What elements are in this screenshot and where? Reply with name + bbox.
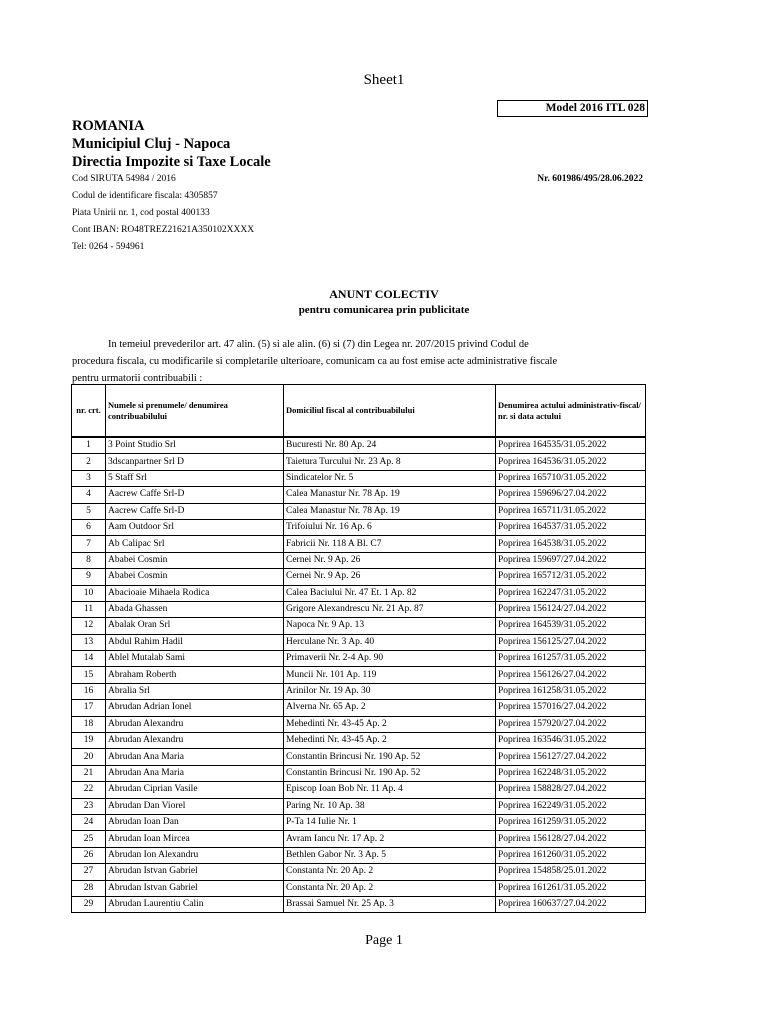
header-domicile: Domiciliul fiscal al contribuabilului (284, 385, 496, 438)
cell-domicile: Cernei Nr. 9 Ap. 26 (284, 552, 496, 568)
cell-domicile: Cernei Nr. 9 Ap. 26 (284, 569, 496, 585)
cell-name: Abrudan Ion Alexandru (106, 847, 284, 863)
cell-domicile: Avram Iancu Nr. 17 Ap. 2 (284, 831, 496, 847)
cell-name: Abrudan Ioan Mircea (106, 831, 284, 847)
cell-nr: 13 (72, 634, 106, 650)
cell-nr: 9 (72, 569, 106, 585)
cell-domicile: Trifoiului Nr. 16 Ap. 6 (284, 519, 496, 535)
cell-nr: 6 (72, 519, 106, 535)
cell-name: 3dscanpartner Srl D (106, 454, 284, 470)
cell-nr: 24 (72, 814, 106, 830)
cell-domicile: Paring Nr. 10 Ap. 38 (284, 798, 496, 814)
cell-name: Abdul Rahim Hadil (106, 634, 284, 650)
cell-nr: 3 (72, 470, 106, 486)
cell-nr: 21 (72, 765, 106, 781)
cell-nr: 20 (72, 749, 106, 765)
cell-nr: 14 (72, 651, 106, 667)
table-row (72, 716, 646, 732)
cell-nr: 22 (72, 782, 106, 798)
cell-name: Aacrew Caffe Srl-D (106, 487, 284, 503)
cell-name: Aam Outdoor Srl (106, 519, 284, 535)
table-row (72, 814, 646, 830)
phone-number: Tel: 0264 - 594961 (72, 242, 145, 252)
cell-act: Poprirea 164536/31.05.2022 (496, 454, 646, 470)
table-row (72, 536, 646, 552)
cell-act: Poprirea 164537/31.05.2022 (496, 519, 646, 535)
cell-domicile: Constanta Nr. 20 Ap. 2 (284, 864, 496, 880)
cell-act: Poprirea 165711/31.05.2022 (496, 503, 646, 519)
cell-act: Poprirea 165712/31.05.2022 (496, 569, 646, 585)
cell-name: Abrudan Alexandru (106, 733, 284, 749)
cell-act: Poprirea 161257/31.05.2022 (496, 651, 646, 667)
cell-domicile: Primaverii Nr. 2-4 Ap. 90 (284, 651, 496, 667)
cell-domicile: Episcop Ioan Bob Nr. 11 Ap. 4 (284, 782, 496, 798)
cell-nr: 17 (72, 700, 106, 716)
cell-domicile: Bethlen Gabor Nr. 3 Ap. 5 (284, 847, 496, 863)
cell-name: Abrudan Adrian Ionel (106, 700, 284, 716)
table-row (72, 437, 646, 454)
cell-name: Abalak Oran Srl (106, 618, 284, 634)
cell-act: Poprirea 162249/31.05.2022 (496, 798, 646, 814)
cell-name: 3 Point Studio Srl (106, 437, 284, 454)
header-name: Numele si prenumele/ denumirea contribuabilului (106, 385, 284, 438)
cell-domicile: Constantin Brincusi Nr. 190 Ap. 52 (284, 749, 496, 765)
cell-act: Poprirea 164538/31.05.2022 (496, 536, 646, 552)
cell-domicile: Mehedinti Nr. 43-45 Ap. 2 (284, 733, 496, 749)
cell-nr: 7 (72, 536, 106, 552)
cell-act: Poprirea 163546/31.05.2022 (496, 733, 646, 749)
table-row (72, 667, 646, 683)
table-row (72, 618, 646, 634)
cell-nr: 27 (72, 864, 106, 880)
cell-name: Abrudan Ana Maria (106, 749, 284, 765)
cell-act: Poprirea 161259/31.05.2022 (496, 814, 646, 830)
cell-domicile: Taietura Turcului Nr. 23 Ap. 8 (284, 454, 496, 470)
cell-nr: 11 (72, 601, 106, 617)
cell-act: Poprirea 156125/27.04.2022 (496, 634, 646, 650)
cell-nr: 12 (72, 618, 106, 634)
table-row (72, 470, 646, 486)
cell-act: Poprirea 157016/27.04.2022 (496, 700, 646, 716)
cell-nr: 29 (72, 896, 106, 912)
cell-name: 5 Staff Srl (106, 470, 284, 486)
cell-name: Abralia Srl (106, 683, 284, 699)
table-row (72, 733, 646, 749)
cell-nr: 26 (72, 847, 106, 863)
cell-name: Abrudan Ioan Dan (106, 814, 284, 830)
cell-act: Poprirea 164535/31.05.2022 (496, 437, 646, 454)
postal-address: Piata Unirii nr. 1, cod postal 400133 (72, 208, 210, 218)
cell-act: Poprirea 154858/25.01.2022 (496, 864, 646, 880)
table-row (72, 896, 646, 912)
cell-domicile: Constantin Brincusi Nr. 190 Ap. 52 (284, 765, 496, 781)
cell-domicile: Arinilor Nr. 19 Ap. 30 (284, 683, 496, 699)
cell-nr: 15 (72, 667, 106, 683)
cell-name: Abacioaie Mihaela Rodica (106, 585, 284, 601)
siruta-code: Cod SIRUTA 54984 / 2016 (72, 174, 176, 184)
cell-domicile: Calea Baciului Nr. 47 Et. 1 Ap. 82 (284, 585, 496, 601)
cell-act: Poprirea 156126/27.04.2022 (496, 667, 646, 683)
cell-name: Ablel Mutalab Sami (106, 651, 284, 667)
table-row (72, 749, 646, 765)
cell-domicile: Calea Manastur Nr. 78 Ap. 19 (284, 503, 496, 519)
table-row (72, 683, 646, 699)
table-row (72, 651, 646, 667)
table-row (72, 487, 646, 503)
cell-nr: 2 (72, 454, 106, 470)
cell-nr: 5 (72, 503, 106, 519)
cell-nr: 19 (72, 733, 106, 749)
institution-directorate: Directia Impozite si Taxe Locale (72, 154, 271, 170)
table-row (72, 831, 646, 847)
table-header-row (72, 385, 646, 438)
sheet-title: Sheet1 (363, 72, 405, 88)
cell-name: Abrudan Istvan Gabriel (106, 864, 284, 880)
cell-act: Poprirea 157920/27.04.2022 (496, 716, 646, 732)
cell-domicile: Sindicatelor Nr. 5 (284, 470, 496, 486)
table-row (72, 765, 646, 781)
cell-name: Abrudan Dan Viorel (106, 798, 284, 814)
cell-domicile: Muncii Nr. 101 Ap. 119 (284, 667, 496, 683)
cell-act: Poprirea 165710/31.05.2022 (496, 470, 646, 486)
taxpayers-table (71, 384, 646, 913)
intro-paragraph: In temeiul prevederilor art. 47 alin. (5) si ale alin. (6) si (7) din Legea nr. 207/2015 privind Codul de procedura fiscala, cu modificarile si completarile ulterioare, comunicam ca au fost emise acte administrative fiscale pentru urmatorii contribuabili : (72, 339, 558, 384)
cell-act: Poprirea 161260/31.05.2022 (496, 847, 646, 863)
cell-act: Poprirea 161261/31.05.2022 (496, 880, 646, 896)
institution-municipality: Municipiul Cluj - Napoca (72, 136, 231, 152)
cell-name: Abrudan Alexandru (106, 716, 284, 732)
cell-name: Ab Calipac Srl (106, 536, 284, 552)
cell-act: Poprirea 162248/31.05.2022 (496, 765, 646, 781)
cell-domicile: Calea Manastur Nr. 78 Ap. 19 (284, 487, 496, 503)
cell-name: Ababei Cosmin (106, 552, 284, 568)
cell-nr: 23 (72, 798, 106, 814)
cell-act: Poprirea 156124/27.04.2022 (496, 601, 646, 617)
cell-nr: 1 (72, 437, 106, 454)
cell-act: Poprirea 159696/27.04.2022 (496, 487, 646, 503)
table-row (72, 880, 646, 896)
cell-domicile: Grigore Alexandrescu Nr. 21 Ap. 87 (284, 601, 496, 617)
table-row (72, 782, 646, 798)
table-row (72, 585, 646, 601)
table-row (72, 798, 646, 814)
cell-name: Abraham Roberth (106, 667, 284, 683)
cell-domicile: Constanta Nr. 20 Ap. 2 (284, 880, 496, 896)
cell-name: Abrudan Ana Maria (106, 765, 284, 781)
cell-domicile: Bucuresti Nr. 80 Ap. 24 (284, 437, 496, 454)
cell-name: Abada Ghassen (106, 601, 284, 617)
cell-domicile: Fabricii Nr. 118 A Bl. C7 (284, 536, 496, 552)
notice-title: ANUNT COLECTIV (329, 287, 439, 301)
header-act: Denumirea actului administrativ-fiscal/ nr. si data actului (496, 385, 646, 438)
cell-domicile: Napoca Nr. 9 Ap. 13 (284, 618, 496, 634)
cell-name: Abrudan Laurentiu Calin (106, 896, 284, 912)
page-number: Page 1 (365, 933, 403, 948)
institution-country: ROMANIA (72, 118, 145, 134)
cell-nr: 18 (72, 716, 106, 732)
table-row (72, 864, 646, 880)
cell-domicile: Mehedinti Nr. 43-45 Ap. 2 (284, 716, 496, 732)
table-row (72, 552, 646, 568)
cell-act: Poprirea 162247/31.05.2022 (496, 585, 646, 601)
table-row (72, 519, 646, 535)
cell-name: Ababei Cosmin (106, 569, 284, 585)
header-nr: nr. crt. (72, 385, 106, 438)
cell-act: Poprirea 156128/27.04.2022 (496, 831, 646, 847)
cell-domicile: Alverna Nr. 65 Ap. 2 (284, 700, 496, 716)
cell-act: Poprirea 158828/27.04.2022 (496, 782, 646, 798)
table-row (72, 700, 646, 716)
document-number: Nr. 601986/495/28.06.2022 (537, 174, 643, 184)
cell-act: Poprirea 156127/27.04.2022 (496, 749, 646, 765)
table-row (72, 847, 646, 863)
cell-act: Poprirea 160637/27.04.2022 (496, 896, 646, 912)
cell-act: Poprirea 164539/31.05.2022 (496, 618, 646, 634)
cell-nr: 4 (72, 487, 106, 503)
cell-domicile: Herculane Nr. 3 Ap. 40 (284, 634, 496, 650)
cell-name: Aacrew Caffe Srl-D (106, 503, 284, 519)
cell-name: Abrudan Istvan Gabriel (106, 880, 284, 896)
notice-subtitle: pentru comunicarea prin publicitate (298, 304, 470, 316)
cell-nr: 28 (72, 880, 106, 896)
table-row (72, 601, 646, 617)
cell-name: Abrudan Ciprian Vasile (106, 782, 284, 798)
cell-domicile: P-Ta 14 Iulie Nr. 1 (284, 814, 496, 830)
cell-nr: 10 (72, 585, 106, 601)
cell-nr: 25 (72, 831, 106, 847)
table-row (72, 569, 646, 585)
table-row (72, 503, 646, 519)
model-code-box: Model 2016 ITL 028 (497, 100, 648, 117)
fiscal-code: Codul de identificare fiscala: 4305857 (72, 191, 218, 201)
cell-act: Poprirea 159697/27.04.2022 (496, 552, 646, 568)
table-row (72, 634, 646, 650)
iban-account: Cont IBAN: RO48TREZ21621A350102XXXX (72, 225, 255, 235)
cell-nr: 8 (72, 552, 106, 568)
cell-nr: 16 (72, 683, 106, 699)
cell-domicile: Brassai Samuel Nr. 25 Ap. 3 (284, 896, 496, 912)
table-row (72, 454, 646, 470)
cell-act: Poprirea 161258/31.05.2022 (496, 683, 646, 699)
